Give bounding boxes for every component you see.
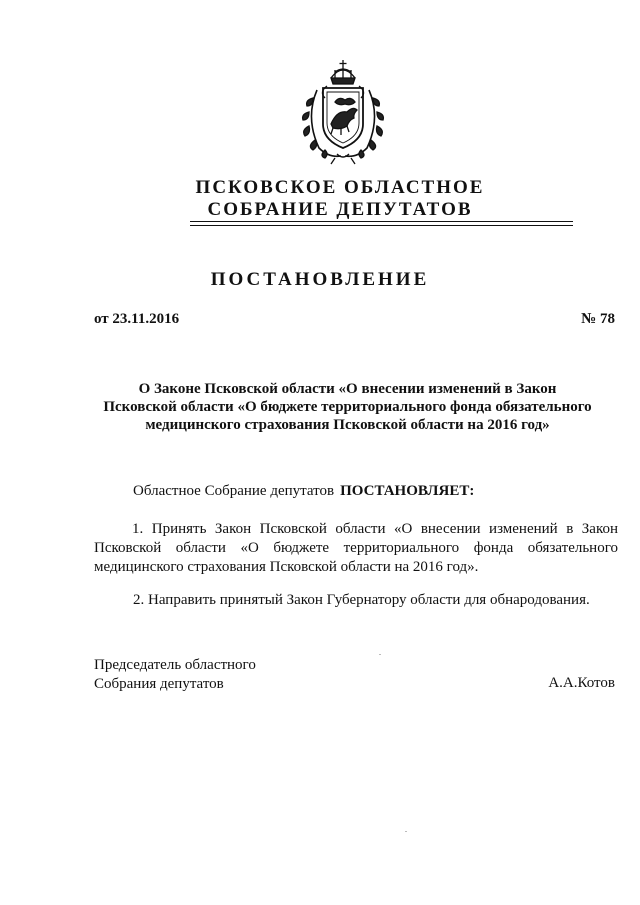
document-subject [95, 380, 600, 434]
organization-name-line2: СОБРАНИЕ ДЕПУТАТОВ [207, 199, 473, 220]
decree-item-1-line: медицинского страхования Псковской области на 2016 год». [94, 559, 479, 575]
decree-item-1 [94, 520, 618, 577]
signatory-role-line1: Председатель областного [94, 657, 256, 673]
signatory-name: А.А.Котов [548, 675, 615, 691]
decree-intro [133, 483, 474, 500]
pskov-coat-of-arms-icon [297, 48, 389, 166]
signatory-role [94, 656, 256, 694]
document-date: от 23.11.2016 [94, 311, 180, 327]
subject-line: медицинского страхования Псковской области на 2016 год» [145, 417, 550, 433]
subject-line: О Законе Псковской области «О внесении изменений в Закон [138, 381, 557, 397]
header-divider-thick [190, 225, 573, 226]
header-divider-thin [190, 221, 573, 222]
document-type-title: ПОСТАНОВЛЕНИЕ [210, 269, 430, 290]
scan-speck [405, 831, 407, 832]
scan-speck [379, 654, 381, 655]
signatory-role-line2: Собрания депутатов [94, 676, 224, 692]
decree-keyword: ПОСТАНОВЛЯЕТ: [340, 483, 475, 499]
decree-item-1-line: 1. Принять Закон Псковской области «О внесении изменений в Закон [132, 521, 618, 537]
decree-item-2: 2. Направить принятый Закон Губернатору области для обнародования. [133, 592, 590, 608]
decree-intro-text: Областное Собрание депутатов [133, 483, 335, 499]
subject-line: Псковской области «О бюджете территориального фонда обязательного [103, 399, 592, 415]
document-number: № 78 [581, 311, 615, 327]
organization-name-line1: ПСКОВСКОЕ ОБЛАСТНОЕ [195, 177, 485, 198]
decree-item-1-line: Псковской области «О бюджете территориального фонда обязательного [94, 540, 618, 556]
